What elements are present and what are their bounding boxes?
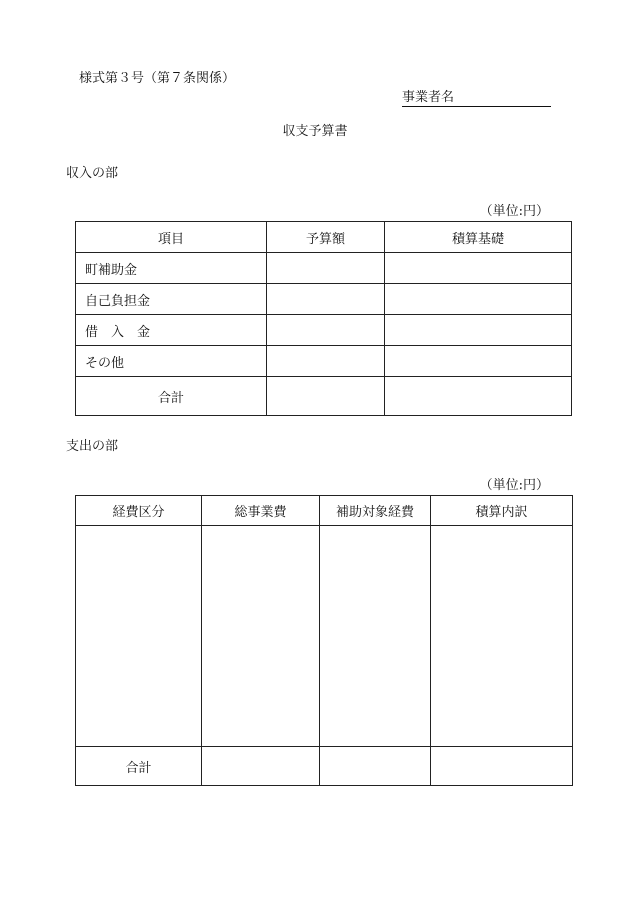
income-table	[75, 221, 572, 416]
business-name-label: 事業者名	[402, 90, 455, 105]
table-row	[76, 284, 572, 315]
income-header-row	[76, 222, 572, 253]
expense-total-row	[76, 747, 573, 786]
income-budget-cell[interactable]	[267, 315, 385, 346]
expense-eligible-cost-sum-cell[interactable]	[320, 747, 431, 786]
expense-header-row	[76, 496, 573, 526]
income-basis-cell[interactable]	[385, 315, 572, 346]
expense-body-row	[76, 526, 573, 747]
expense-total-cost-cell[interactable]	[202, 526, 320, 747]
expense-table	[75, 495, 573, 786]
income-col-item: 項目	[76, 222, 267, 253]
income-budget-cell[interactable]	[267, 284, 385, 315]
income-col-budget: 予算額	[267, 222, 385, 253]
expense-section-heading: 支出の部	[66, 439, 119, 454]
income-budget-cell[interactable]	[267, 253, 385, 284]
income-basis-cell[interactable]	[385, 284, 572, 315]
income-row-label: その他	[76, 346, 267, 377]
income-col-basis: 積算基礎	[385, 222, 572, 253]
expense-col-category: 経費区分	[76, 496, 202, 526]
table-row	[76, 315, 572, 346]
expense-total-cost-sum-cell[interactable]	[202, 747, 320, 786]
income-total-label: 合計	[76, 377, 267, 416]
income-row-label: 町補助金	[76, 253, 267, 284]
expense-category-cell[interactable]	[76, 526, 202, 747]
table-row	[76, 346, 572, 377]
income-total-basis-cell[interactable]	[385, 377, 572, 416]
income-budget-cell[interactable]	[267, 346, 385, 377]
income-total-budget-cell[interactable]	[267, 377, 385, 416]
income-section-heading: 収入の部	[66, 166, 119, 181]
expense-breakdown-sum-cell[interactable]	[431, 747, 573, 786]
expense-breakdown-cell[interactable]	[431, 526, 573, 747]
expense-col-eligible-cost: 補助対象経費	[320, 496, 431, 526]
expense-total-label: 合計	[76, 747, 202, 786]
business-name-field[interactable]	[402, 91, 551, 107]
table-row	[76, 253, 572, 284]
income-row-label: 自己負担金	[76, 284, 267, 315]
income-total-row	[76, 377, 572, 416]
document-title: 収支予算書	[282, 124, 348, 139]
expense-col-total-cost: 総事業費	[202, 496, 320, 526]
income-basis-cell[interactable]	[385, 253, 572, 284]
income-row-label: 借 入 金	[76, 315, 267, 346]
income-basis-cell[interactable]	[385, 346, 572, 377]
income-unit-label: （単位:円）	[479, 204, 549, 219]
expense-unit-label: （単位:円）	[479, 478, 549, 493]
expense-col-breakdown: 積算内訳	[431, 496, 573, 526]
form-number: 様式第３号（第７条関係）	[79, 71, 236, 86]
expense-eligible-cost-cell[interactable]	[320, 526, 431, 747]
